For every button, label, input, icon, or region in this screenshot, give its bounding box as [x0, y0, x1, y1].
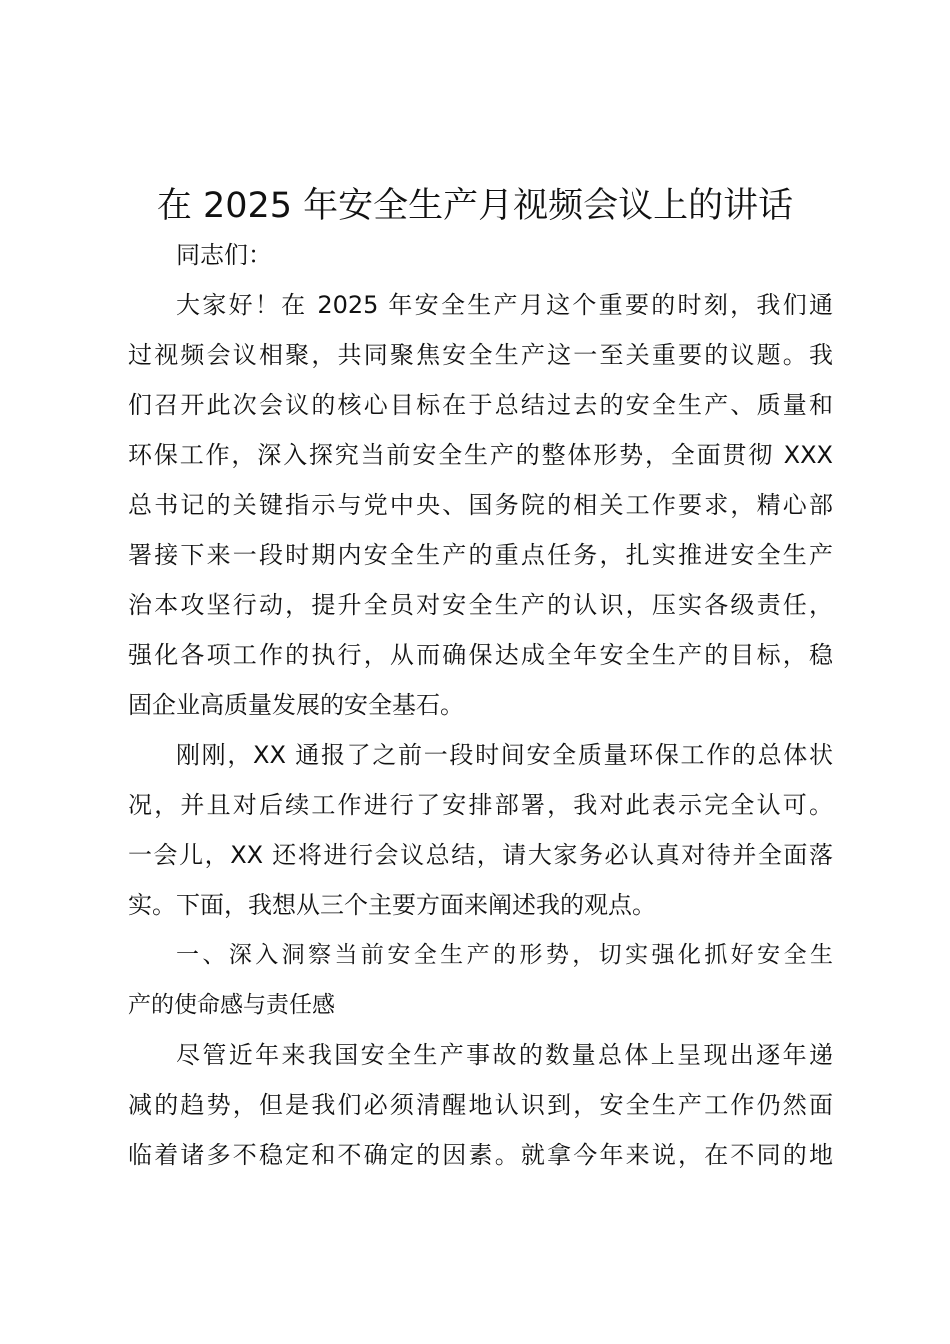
paragraph-3-line-2: 减的趋势，但是我们必须清醒地认识到，安全生产工作仍然面 — [128, 1091, 833, 1119]
paragraph-2-line-1: 刚刚，XX 通报了之前一段时间安全质量环保工作的总体状 — [176, 741, 833, 769]
paragraph-1-line-1: 大家好！在 2025 年安全生产月这个重要的时刻，我们通 — [176, 291, 833, 319]
paragraph-1-line-8: 强化各项工作的执行，从而确保达成全年安全生产的目标，稳 — [128, 641, 833, 669]
paragraph-1-line-7: 治本攻坚行动，提升全员对安全生产的认识，压实各级责任， — [128, 591, 833, 619]
section-heading-line-2: 产的使命感与责任感 — [128, 992, 335, 1018]
paragraph-1-line-2: 过视频会议相聚，共同聚焦安全生产这一至关重要的议题。我 — [128, 341, 833, 369]
paragraph-1-line-6: 署接下来一段时期内安全生产的重点任务，扎实推进安全生产 — [128, 541, 833, 569]
paragraph-1-line-3: 们召开此次会议的核心目标在于总结过去的安全生产、质量和 — [128, 391, 833, 419]
paragraph-3-line-3: 临着诸多不稳定和不确定的因素。就拿今年来说，在不同的地 — [128, 1141, 833, 1169]
paragraph-3-line-1: 尽管近年来我国安全生产事故的数量总体上呈现出逐年递 — [176, 1041, 833, 1069]
paragraph-2-line-3: 一会儿，XX 还将进行会议总结，请大家务必认真对待并全面落 — [128, 841, 833, 869]
paragraph-2-line-4: 实。下面，我想从三个主要方面来阐述我的观点。 — [128, 891, 656, 919]
paragraph-1-line-5: 总书记的关键指示与党中央、国务院的相关工作要求，精心部 — [128, 491, 833, 519]
paragraph-1-line-4: 环保工作，深入探究当前安全生产的整体形势，全面贯彻 XXX — [128, 441, 833, 469]
salutation: 同志们： — [176, 241, 272, 269]
section-heading-line-1: 一、深入洞察当前安全生产的形势，切实强化抓好安全生 — [176, 942, 833, 968]
document-title: 在 2025 年安全生产月视频会议上的讲话 — [156, 186, 794, 226]
paragraph-2-line-2: 况，并且对后续工作进行了安排部署，我对此表示完全认可。 — [128, 791, 833, 819]
paragraph-1-line-9: 固企业高质量发展的安全基石。 — [128, 691, 464, 719]
